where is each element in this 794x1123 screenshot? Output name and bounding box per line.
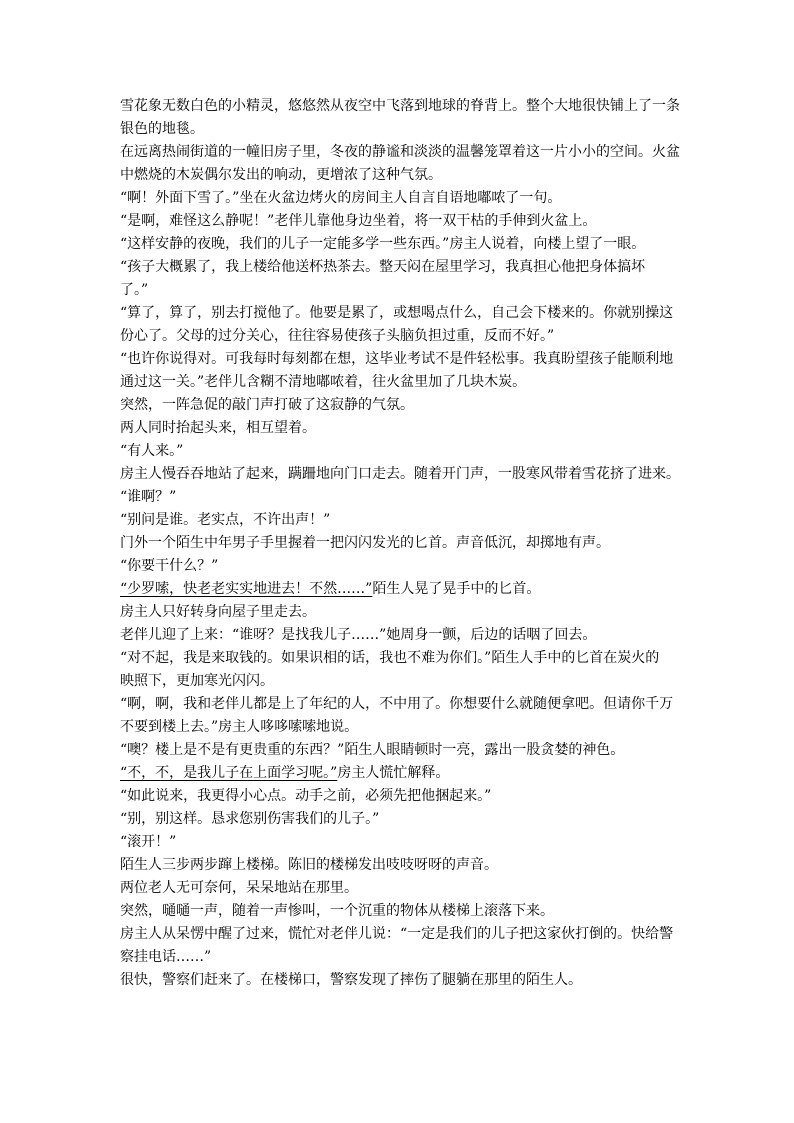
text-line: 房主人从呆愣中醒了过来，慌忙对老伴儿说：“一定是我们的儿子把这家伙打倒的。快给警 bbox=[120, 926, 674, 942]
text-line: 房主人慢吞吞地站了起来，蹒跚地向门口走去。随着开门声，一股寒风带着雪花挤了进来。 bbox=[120, 466, 680, 482]
text-line: 门外一个陌生中年男子手里握着一把闪闪发光的匕首。声音低沉，却掷地有声。 bbox=[120, 535, 610, 551]
text-line: “有人来。” bbox=[120, 443, 184, 459]
text-line: “如此说来，我更得小心点。动手之前，必须先把他捆起来。” bbox=[120, 788, 492, 804]
text-line: “噢？楼上是不是有更贵重的东西？”陌生人眼睛顿时一亮，露出一股贪婪的神色。 bbox=[120, 742, 625, 758]
text-line: 很快，警察们赶来了。在楼梯口，警察发现了摔伤了腿躺在那里的陌生人。 bbox=[120, 972, 582, 988]
text-line: 份心了。父母的过分关心，往往容易使孩子头脑负担过重，反而不好。” bbox=[120, 328, 555, 344]
text-line: 老伴儿迎了上来：“谁呀？是找我儿子……”她周身一颤，后边的话咽了回去。 bbox=[120, 627, 597, 643]
underlined-sentence: “不，不，是我儿子在上面学习呢。” bbox=[120, 765, 338, 781]
text-line-underlined bbox=[120, 578, 680, 601]
text-line: 察挂电话……” bbox=[120, 949, 212, 965]
text-line: 了。” bbox=[120, 282, 149, 298]
text-line: “别问是谁。老实点，不许出声！” bbox=[120, 512, 331, 528]
text-line: “谁啊？” bbox=[120, 489, 177, 505]
text-line-underlined bbox=[120, 762, 680, 785]
text-line: 通过这一关。”老伴儿含糊不清地嘟哝着，往火盆里加了几块木炭。 bbox=[120, 374, 527, 390]
text-line: “啊，啊，我和老伴儿都是上了年纪的人，不中用了。你想要什么就随便拿吧。但请你千万 bbox=[120, 696, 674, 712]
text-line: 两人同时抬起头来，相互望着。 bbox=[120, 420, 316, 436]
text-line: 在远离热闹街道的一幢旧房子里，冬夜的静谧和淡淡的温馨笼罩着这一片小小的空间。火盆 bbox=[120, 144, 680, 160]
text-line: 中燃烧的木炭偶尔发出的响动，更增浓了这种气氛。 bbox=[120, 167, 442, 183]
text-line: “算了，算了，别去打搅他了。他要是累了，或想喝点什么，自己会下楼来的。你就别操这 bbox=[120, 305, 674, 321]
line-remainder: 陌生人晃了晃手中的匕首。 bbox=[372, 581, 541, 597]
text-line: 突然，一阵急促的敲门声打破了这寂静的气氛。 bbox=[120, 397, 414, 413]
text-line: “别，别这样。恳求您别伤害我们的儿子。” bbox=[120, 811, 380, 827]
text-line: 映照下，更加寒光闪闪。 bbox=[120, 673, 274, 689]
text-line: 陌生人三步两步蹿上楼梯。陈旧的楼梯发出吱吱呀呀的声音。 bbox=[120, 857, 498, 873]
story-text bbox=[120, 95, 680, 992]
text-line: “滚开！” bbox=[120, 834, 177, 850]
text-line: 房主人只好转身向屋子里走去。 bbox=[120, 604, 316, 620]
text-line: 银色的地毯。 bbox=[120, 121, 204, 137]
text-line: 不要到楼上去。”房主人哆哆嗦嗦地说。 bbox=[120, 719, 359, 735]
text-line: 两位老人无可奈何，呆呆地站在那里。 bbox=[120, 880, 358, 896]
underlined-sentence: “少罗嗦，快老老实实地进去！不然……” bbox=[120, 581, 373, 597]
text-line: “孩子大概累了，我上楼给他送杯热茶去。整天闷在屋里学习，我真担心他把身体搞坏 bbox=[120, 259, 646, 275]
text-line: “是啊，难怪这么静呢！”老伴儿靠他身边坐着，将一双干枯的手伸到火盆上。 bbox=[120, 213, 597, 229]
line-remainder: 房主人慌忙解释。 bbox=[337, 765, 450, 781]
text-line: “对不起，我是来取钱的。如果识相的话，我也不难为你们。”陌生人手中的匕首在炭火的 bbox=[120, 650, 660, 666]
text-line: “这样安静的夜晚，我们的儿子一定能多学一些东西。”房主人说着，向楼上望了一眼。 bbox=[120, 236, 646, 252]
text-line: 突然，嗵嗵一声，随着一声惨叫，一个沉重的物体从楼梯上滚落下来。 bbox=[120, 903, 554, 919]
text-line: “也许你说得对。可我每时每刻都在想，这毕业考试不是件轻松事。我真盼望孩子能顺利地 bbox=[120, 351, 674, 367]
text-line: “你要干什么？” bbox=[120, 558, 219, 574]
text-line: “啊！外面下雪了。”坐在火盆边烤火的房间主人自言自语地嘟哝了一句。 bbox=[120, 190, 562, 206]
text-line: 雪花象无数白色的小精灵，悠悠然从夜空中飞落到地球的脊背上。整个大地很快铺上了一条 bbox=[120, 98, 680, 114]
